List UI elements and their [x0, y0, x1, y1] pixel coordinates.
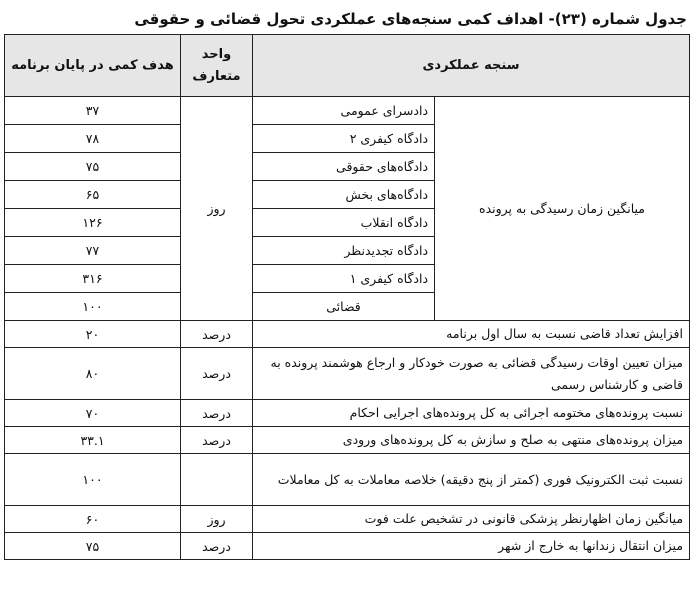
target-value: ۶۵ — [5, 181, 181, 209]
unit-value: درصد — [181, 348, 253, 400]
unit-value: درصد — [181, 321, 253, 348]
table-row — [5, 506, 690, 533]
sub-measure-name: دادگاه کیفری ۱ — [253, 265, 435, 293]
measure-text: میزان انتقال زندانها به خارج از شهر — [253, 533, 690, 560]
unit-value: درصد — [181, 427, 253, 454]
target-value: ۱۲۶ — [5, 209, 181, 237]
target-value: ۲۰ — [5, 321, 181, 348]
measure-text: میزان تعیین اوقات رسیدگی قضائی به صورت خودکار و ارجاع هوشمند پرونده به قاضی و کارشناس رسمی — [253, 348, 690, 400]
measure-text: میانگین زمان اظهارنظر پزشکی قانونی در تشخیص علت فوت — [253, 506, 690, 533]
sub-measure-name: دادگاه‌های بخش — [253, 181, 435, 209]
target-value: ۱۰۰ — [5, 293, 181, 321]
unit-value: درصد — [181, 533, 253, 560]
measure-text: نسبت پرونده‌های مختومه اجرائی به کل پرونده‌های اجرایی احکام — [253, 400, 690, 427]
sub-measure-name: قضائی — [253, 293, 435, 321]
table-row — [5, 348, 690, 400]
target-value: ۳۱۶ — [5, 265, 181, 293]
sub-measure-name: دادگاه کیفری ۲ — [253, 125, 435, 153]
sub-measure-name: دادگاه‌های حقوقی — [253, 153, 435, 181]
group-unit: روز — [181, 97, 253, 321]
table-caption: جدول شماره (۲۳)- اهداف کمی سنجه‌های عملکردی تحول قضائی و حقوقی — [134, 10, 687, 28]
table-row — [5, 400, 690, 427]
target-value: ۳۷ — [5, 97, 181, 125]
table-row — [5, 533, 690, 560]
table-row — [5, 427, 690, 454]
target-value: ۷۸ — [5, 125, 181, 153]
header-target: هدف کمی در پایان برنامه — [5, 35, 181, 97]
table-row — [5, 321, 690, 348]
sub-measure-name: دادسرای عمومی — [253, 97, 435, 125]
group-measure-label: میانگین زمان رسیدگی به پرونده — [435, 97, 690, 321]
measure-text: نسبت ثبت الکترونیک فوری (کمتر از پنج دقیقه) خلاصه معاملات به کل معاملات — [253, 454, 690, 506]
header-row — [5, 35, 690, 97]
header-measure: سنجه عملکردی — [253, 35, 690, 97]
target-value: ۷۵ — [5, 533, 181, 560]
target-value: ۶۰ — [5, 506, 181, 533]
measure-text: افزایش تعداد قاضی نسبت به سال اول برنامه — [253, 321, 690, 348]
target-value: ۷۷ — [5, 237, 181, 265]
sub-measure-name: دادگاه تجدیدنظر — [253, 237, 435, 265]
target-value: ۷۵ — [5, 153, 181, 181]
unit-value: روز — [181, 506, 253, 533]
header-unit: واحد متعارف — [181, 35, 253, 97]
unit-value: درصد — [181, 400, 253, 427]
performance-targets-table — [4, 34, 690, 560]
target-value: ۷۰ — [5, 400, 181, 427]
target-value: ۱۰۰ — [5, 454, 181, 506]
table-row — [5, 97, 690, 125]
unit-value — [181, 454, 253, 506]
target-value: ۳۳.۱ — [5, 427, 181, 454]
table-row — [5, 454, 690, 506]
target-value: ۸۰ — [5, 348, 181, 400]
sub-measure-name: دادگاه انقلاب — [253, 209, 435, 237]
measure-text: میزان پرونده‌های منتهی به صلح و سازش به کل پرونده‌های ورودی — [253, 427, 690, 454]
